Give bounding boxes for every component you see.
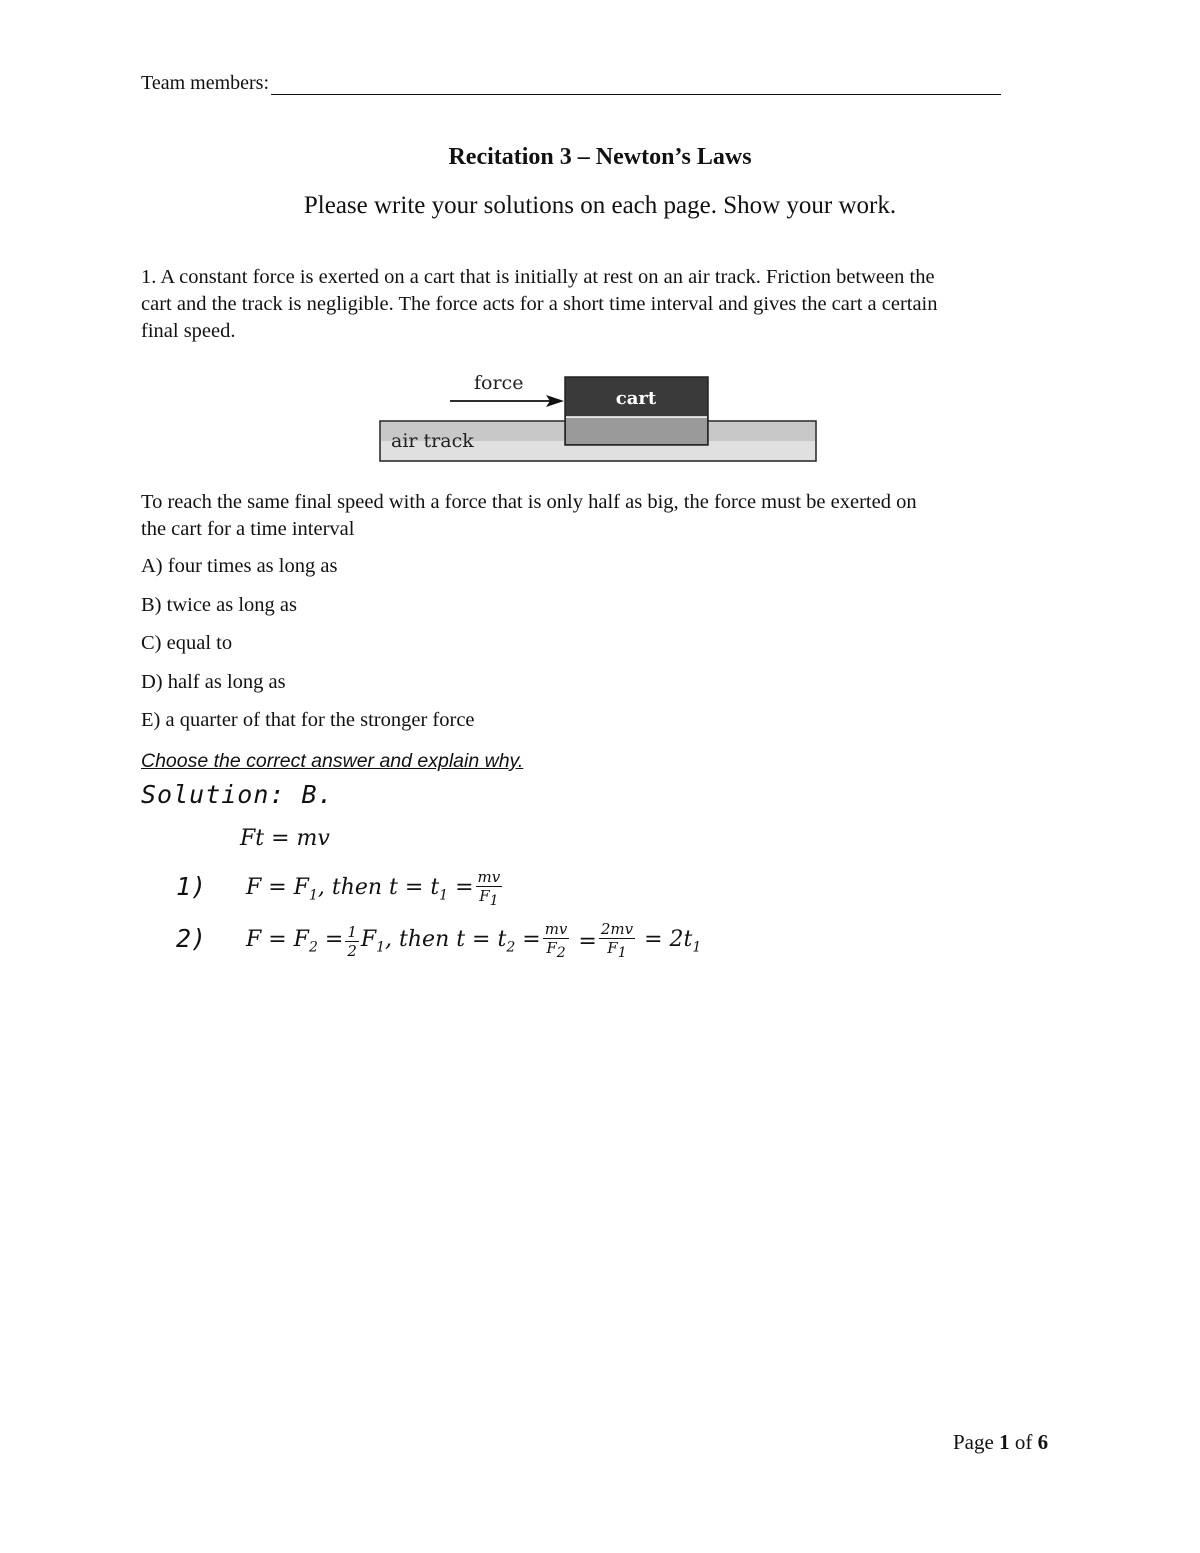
option-e: E) a quarter of that for the stronger force — [141, 709, 475, 731]
air-track-label: air track — [391, 430, 474, 452]
step-2-number: 2) — [176, 924, 207, 953]
fraction-2mv-over-f1: $\frac{2mv}{F_1}$ — [600, 920, 634, 961]
team-members-blank[interactable] — [271, 76, 1001, 95]
fraction-one-half: $\frac{1}{2}$ — [347, 922, 357, 960]
question-line: cart and the track is negligible. The force acts for a short time interval and gives the cart a certain — [141, 293, 938, 315]
question-text — [141, 264, 1061, 345]
page-title: Recitation 3 – Newton’s Laws — [448, 144, 752, 170]
question-prompt — [141, 489, 1061, 543]
question-line: final speed. — [141, 320, 236, 342]
instruction-text: Choose the correct answer and explain why. — [141, 750, 524, 772]
team-members-label: Team members: — [141, 72, 269, 94]
fraction-mv-over-f1: $\frac{mv}{F_1}$ — [477, 868, 501, 909]
equation-step-1: $F = F_1$, then $t = t_1$ = $\frac{mv}{F_1}$ — [246, 868, 501, 909]
cart-air-track-figure — [378, 364, 820, 464]
prompt-line: the cart for a time interval — [141, 518, 355, 540]
equation-ft-mv: Ft = mv — [240, 826, 330, 851]
fraction-mv-over-f2: $\frac{mv}{F_2}$ — [544, 920, 568, 961]
question-line: 1. A constant force is exerted on a cart that is initially at rest on an air track. Friction between the — [141, 266, 935, 288]
page-subtitle: Please write your solutions on each page. Show your work. — [303, 192, 897, 219]
solution-label: Solution: B. — [141, 780, 334, 809]
option-d: D) half as long as — [141, 671, 286, 693]
option-a: A) four times as long as — [141, 555, 338, 577]
force-label: force — [474, 372, 524, 394]
cart-label: cart — [615, 388, 657, 409]
step-1-number: 1) — [176, 872, 207, 901]
page-number: Page 1 of 6 — [953, 1430, 1049, 1454]
cart-base — [566, 417, 707, 444]
equation-step-2: $F = F_2$ = $\frac{1}{2}$ $F_1$, then $t = t_2$ = $\frac{mv}{F_2}$ = $\frac{2mv}{F_1}$ = $2t_1$ — [246, 920, 702, 961]
option-b: B) twice as long as — [141, 594, 297, 616]
team-members-line — [141, 72, 1001, 95]
prompt-line: To reach the same final speed with a force that is only half as big, the force must be exerted on — [141, 491, 917, 513]
option-c: C) equal to — [141, 632, 233, 654]
